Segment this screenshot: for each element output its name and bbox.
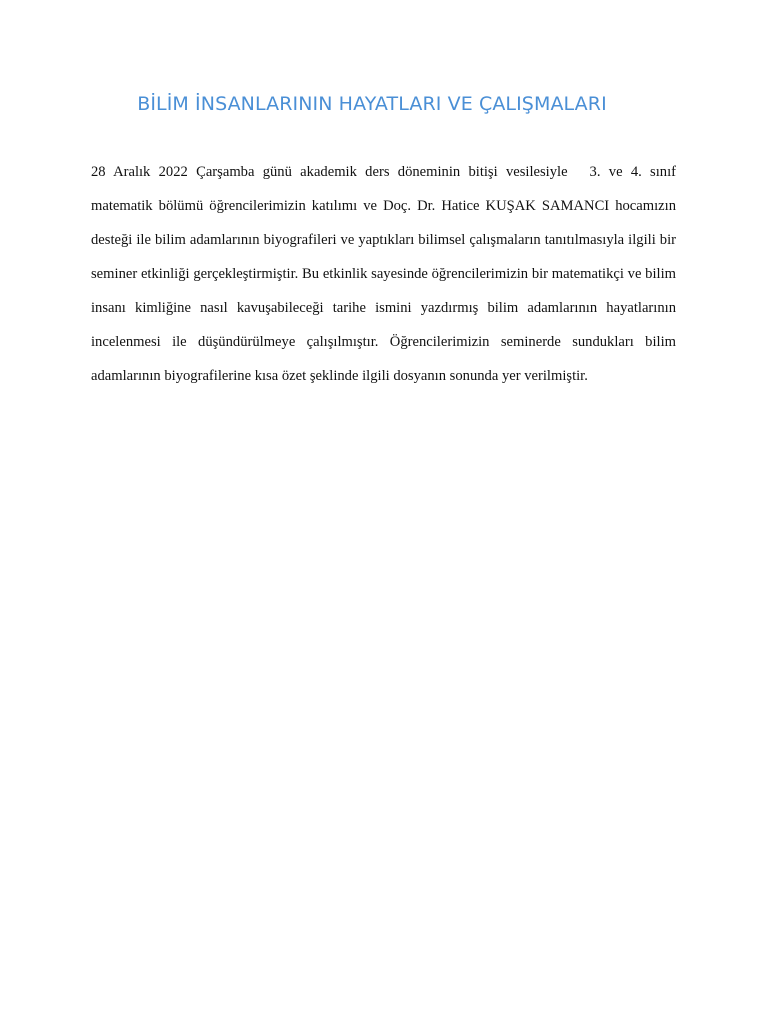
document-title: BİLİM İNSANLARININ HAYATLARI VE ÇALIŞMALARI (137, 93, 607, 115)
paragraph-part-2: 3. ve 4. sınıf matematik bölümü öğrencilerimizin katılımı ve Doç. Dr. Hatice KUŞAK SAMANCI hocamızın desteği ile bilim adamlarının biyografileri ve yaptıkları bilimsel çalışmaların tanıtılmasıyla ilgili bir seminer etkinliği gerçekleştirmiştir. Bu etkinlik sayesinde öğrencilerimizin bir matematikçi ve bilim insanı kimliğine nasıl kavuşabileceği tarihe ismini yazdırmış bilim adamlarının hayatlarının incelenmesi ile düşündürülmeye çalışılmıştır. Öğrencilerimizin seminerde sundukları bilim adamlarının biyografilerine kısa özet şeklinde ilgili dosyanın sonunda yer verilmiştir. (91, 164, 676, 384)
document-paragraph (91, 155, 676, 393)
paragraph-part-1: 28 Aralık 2022 Çarşamba günü akademik ders döneminin bitişi vesilesiyle (91, 164, 568, 180)
